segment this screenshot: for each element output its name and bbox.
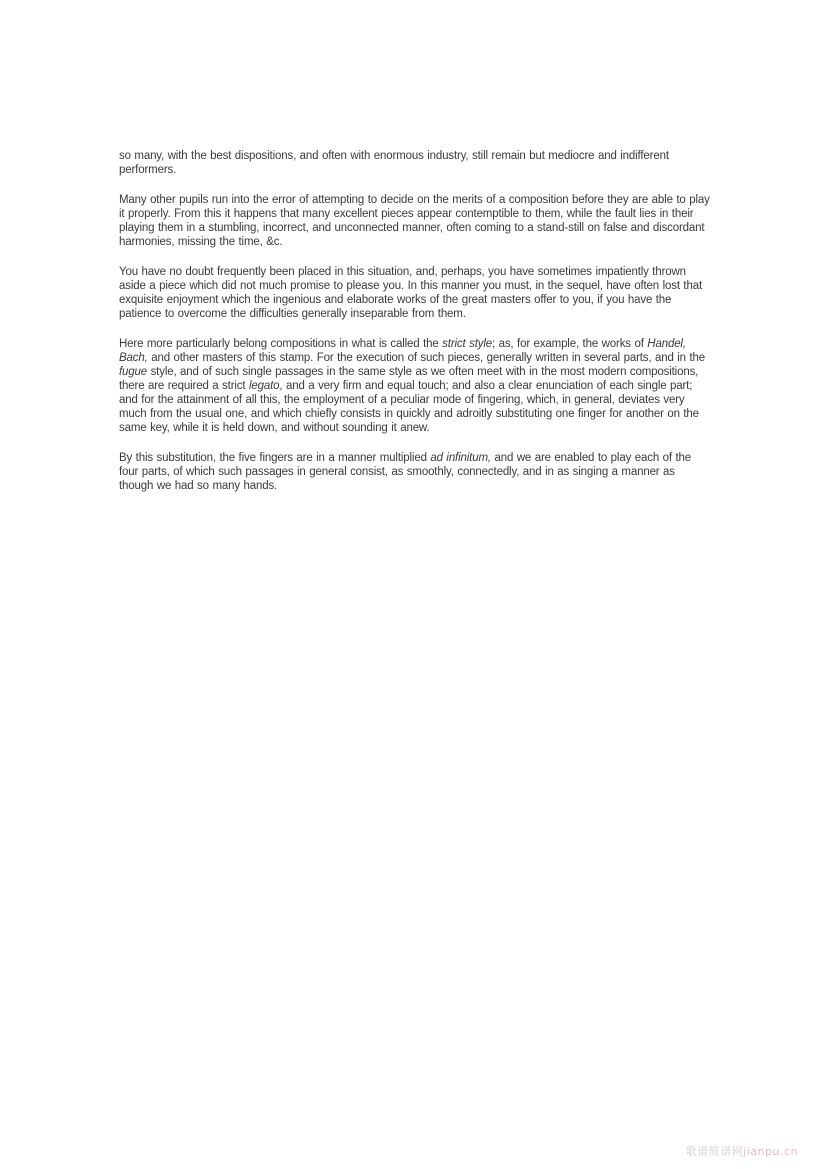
watermark: [686, 1143, 798, 1159]
text-run: style, and of such single passages in the same style as we often meet with in the most modern compositions, there are required a strict: [119, 366, 699, 392]
italic-text: fugue: [119, 366, 148, 378]
paragraph: [119, 149, 711, 177]
paragraph: [119, 451, 711, 493]
italic-text: legato: [248, 380, 280, 392]
text-run: so many, with the best dispositions, and often with enormous industry, still remain but mediocre and indifferent performers.: [119, 150, 669, 176]
watermark-site-name: 歌谱简谱网: [685, 1145, 744, 1158]
italic-text: ad infinitum,: [430, 452, 491, 464]
text-run: and we are enabled to play each of the four parts, of which such passages in general consist, as smoothly, connectedly, and in as singing a manner as though we had so many hands.: [119, 452, 691, 492]
italic-text: Handel, Bach,: [119, 338, 686, 364]
italic-text: strict style: [442, 338, 492, 350]
text-run: , and a very firm and equal touch; and also a clear enunciation of each single part; and for the attainment of all this, the employment of a peculiar mode of fingering, which, in general, deviates very much from the usual one, and which chiefly consists in quickly and adroitly substituting one finger for another on the same key, while it is held down, and without sounding it anew.: [119, 380, 699, 434]
text-run: and other masters of this stamp. For the execution of such pieces, generally written in several parts, and in the: [147, 352, 705, 364]
text-run: Here more particularly belong compositions in what is called the: [119, 338, 443, 350]
text-run: ; as, for example, the works of: [492, 338, 648, 350]
text-run: You have no doubt frequently been placed in this situation, and, perhaps, you have sometimes impatiently thrown aside a piece which did not much promise to please you. In this manner you must, in the sequel, have often lost that exquisite enjoyment which the ingenious and elaborate works of the great masters offer to you, if you have the patience to overcome the difficulties generally inseparable from them.: [119, 266, 702, 320]
watermark-url: jianpu.cn: [743, 1145, 798, 1158]
paragraph: [119, 337, 711, 435]
paragraph: [119, 265, 711, 321]
paragraph: [119, 193, 711, 249]
body-text: [119, 149, 711, 509]
text-run: By this substitution, the five fingers are in a manner multiplied: [119, 452, 431, 464]
text-run: Many other pupils run into the error of attempting to decide on the merits of a composition before they are able to play it properly. From this it happens that many excellent pieces appear contemptible to them, while the fault lies in their playing them in a stumbling, incorrect, and unconnected manner, often coming to a stand-still on false and discordant harmonies, missing the time, &c.: [119, 194, 710, 248]
